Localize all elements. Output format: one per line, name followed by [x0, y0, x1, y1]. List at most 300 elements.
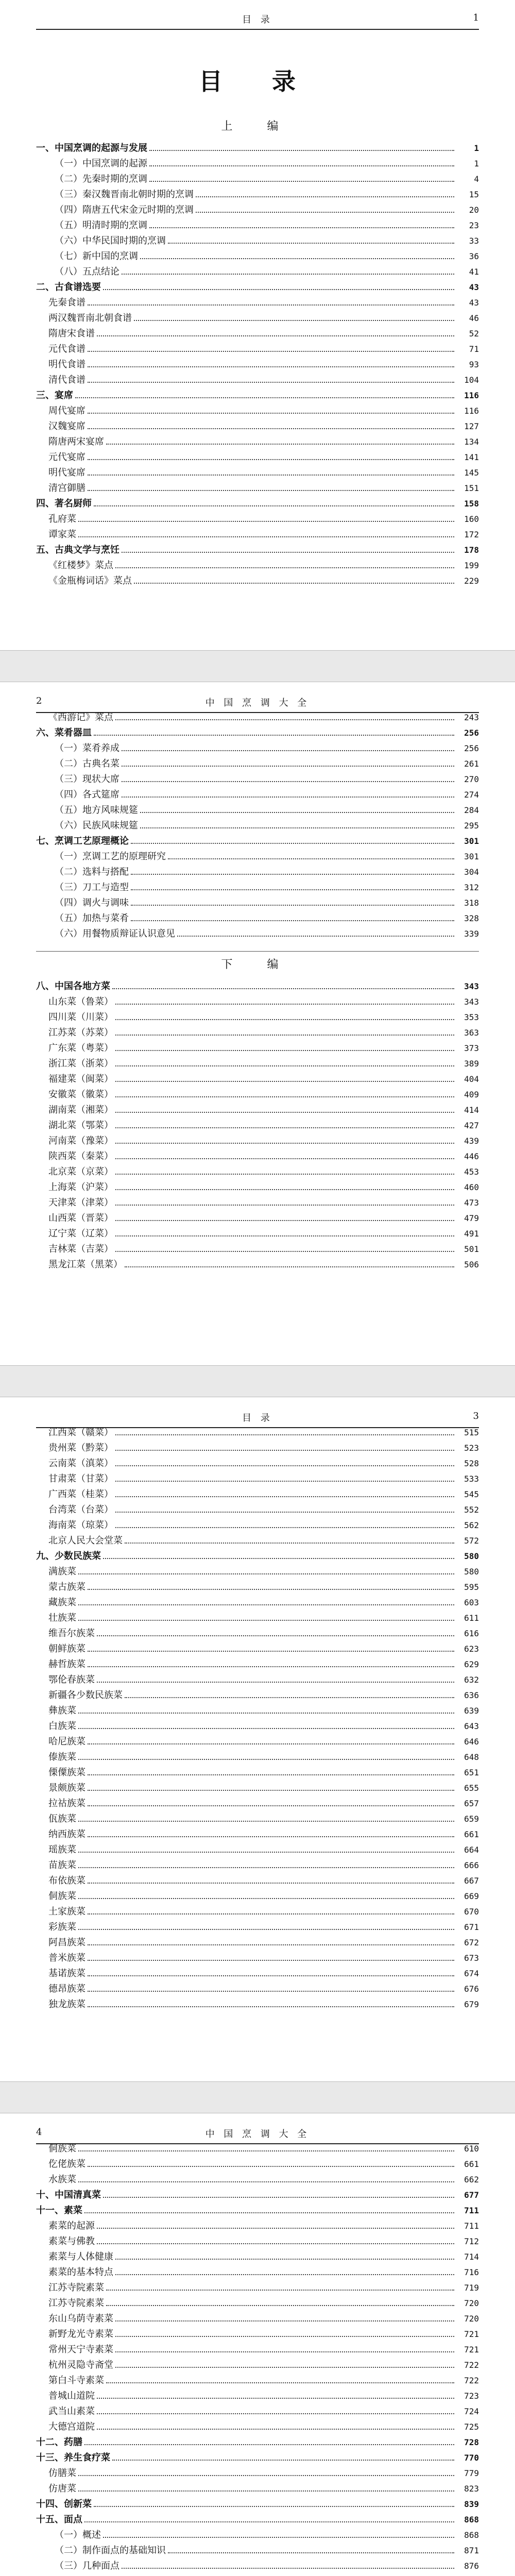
dot-leader — [97, 2234, 454, 2244]
toc-entry-title: 明代宴席 — [48, 467, 85, 478]
toc-entry-title: 普城山道院 — [48, 2391, 95, 2401]
toc-entry-title: 素菜与人体健康 — [48, 2251, 113, 2262]
toc-entry-page: 672 — [464, 1938, 479, 1947]
toc-entry-title: 二、古食谱选要 — [36, 282, 101, 293]
header-page-number: 4 — [36, 2127, 42, 2138]
toc-entry — [36, 1611, 479, 1626]
dot-leader — [140, 803, 454, 813]
dot-leader — [115, 994, 454, 1005]
toc-entry-page: 876 — [464, 2561, 479, 2571]
dot-leader — [75, 388, 454, 398]
toc-list — [36, 710, 479, 942]
dot-leader — [112, 979, 454, 989]
dot-leader — [97, 2218, 454, 2229]
toc-entry — [36, 1164, 479, 1180]
running-header — [36, 1408, 479, 1425]
toc-entry — [36, 187, 479, 202]
toc-entry — [36, 1041, 479, 1056]
toc-entry-page: 664 — [464, 1845, 479, 1855]
dot-leader — [115, 1211, 454, 1221]
toc-entry-title: （四）隋唐五代宋金元时期的烹调 — [55, 205, 194, 215]
dot-leader — [196, 202, 454, 213]
toc-entry-page: 562 — [464, 1520, 479, 1530]
toc-entry — [36, 1595, 479, 1611]
dot-leader — [115, 1149, 454, 1159]
dot-leader — [115, 558, 454, 568]
toc-entry-page: 714 — [464, 2252, 479, 2262]
toc-entry — [36, 372, 479, 388]
toc-entry-title: 天津菜（津菜） — [48, 1197, 113, 1208]
dot-leader — [131, 895, 454, 906]
toc-entry-page: 1 — [474, 159, 479, 168]
dot-leader — [97, 2419, 454, 2430]
toc-entry-page: 595 — [464, 1582, 479, 1592]
toc-entry — [36, 1195, 479, 1211]
dot-leader — [88, 2157, 454, 2167]
dot-leader — [122, 756, 454, 767]
dot-leader — [78, 527, 454, 537]
toc-entry — [36, 2296, 479, 2311]
toc-entry-page: 679 — [464, 1999, 479, 2009]
dot-leader — [131, 834, 454, 844]
toc-entry-title: 十二、药膳 — [36, 2437, 82, 2448]
toc-entry — [36, 710, 479, 725]
toc-entry-page: 404 — [464, 1074, 479, 1084]
dot-leader — [88, 481, 454, 491]
toc-entry-page — [456, 2574, 479, 2576]
toc-entry-page: 363 — [464, 1028, 479, 1038]
toc-entry-page: 256 — [464, 728, 479, 738]
toc-entry — [36, 1626, 479, 1641]
section-label-part-2: 下 编 — [36, 951, 479, 972]
toc-entry-title: 朝鲜族菜 — [48, 1643, 85, 1654]
toc-entry-page: 145 — [464, 468, 479, 478]
dot-leader — [115, 2265, 454, 2275]
dot-leader — [115, 1502, 454, 1513]
dot-leader — [88, 372, 454, 383]
toc-entry — [36, 2404, 479, 2419]
toc-entry-title: （五）地方风味规筵 — [55, 805, 138, 816]
toc-entry-page: 723 — [464, 2391, 479, 2401]
toc-entry — [36, 880, 479, 895]
toc-entry-title: 海南菜（琼菜） — [48, 1520, 113, 1531]
dot-leader — [115, 1056, 454, 1066]
toc-entry-title: （六）中华民国时期的烹调 — [55, 235, 166, 246]
toc-entry — [36, 2280, 479, 2296]
toc-entry-title: 湖南菜（湘菜） — [48, 1105, 113, 1115]
dot-leader — [97, 1626, 454, 1636]
toc-entry-page: 23 — [469, 221, 479, 230]
toc-entry-title: 北京菜（京菜） — [48, 1166, 113, 1177]
toc-entry — [36, 1997, 479, 2012]
toc-entry-title: （三）几种面点 — [55, 2561, 119, 2571]
dot-leader — [78, 1920, 454, 1930]
toc-entry-page: 610 — [464, 2144, 479, 2154]
dot-leader — [122, 787, 454, 798]
toc-entry — [36, 787, 479, 803]
toc-entry-title: 两汉魏晋南北朝食谱 — [48, 313, 132, 324]
dot-leader — [78, 1750, 454, 1760]
toc-entry-page: 611 — [464, 1613, 479, 1623]
dot-leader — [115, 1242, 454, 1252]
toc-entry-page: 580 — [464, 1567, 479, 1577]
dot-leader — [88, 1951, 454, 1961]
dot-leader — [125, 1257, 454, 1267]
dot-leader — [125, 1688, 454, 1698]
toc-entry — [36, 2419, 479, 2435]
toc-entry — [36, 573, 479, 589]
dot-leader — [84, 2203, 454, 2213]
page-gap — [0, 650, 515, 682]
dot-leader — [88, 1827, 454, 1837]
toc-entry — [36, 1580, 479, 1595]
toc-entry-page: 661 — [464, 2159, 479, 2169]
toc-entry-page: 270 — [464, 774, 479, 784]
dot-leader — [94, 725, 454, 736]
toc-entry — [36, 1471, 479, 1487]
toc-entry-title: 大德宫道院 — [48, 2421, 95, 2432]
toc-entry-title: 苗族菜 — [48, 1860, 76, 1871]
toc-entry — [36, 725, 479, 741]
toc-entry-title: 周代宴席 — [48, 405, 85, 416]
toc-entry-title: 九、少数民族菜 — [36, 1551, 101, 1562]
toc-entry-title: 吉林菜（吉菜） — [48, 1244, 113, 1255]
toc-entry-page: 453 — [464, 1167, 479, 1177]
dot-leader — [78, 1889, 454, 1899]
dot-leader — [88, 1997, 454, 2007]
toc-entry-page: 721 — [464, 2329, 479, 2339]
toc-entry-title: 上海菜（沪菜） — [48, 1182, 113, 1193]
toc-entry-title: 陕西菜（秦菜） — [48, 1151, 113, 1162]
toc-entry-title: 仿唐菜 — [48, 2483, 76, 2494]
toc-entry-page: 721 — [464, 2345, 479, 2354]
toc-entry — [36, 481, 479, 496]
toc-entry-title: 景颇族菜 — [48, 1783, 85, 1793]
toc-entry — [36, 218, 479, 233]
toc-entry — [36, 2218, 479, 2234]
toc-entry-page: 651 — [464, 1768, 479, 1777]
toc-entry-title: 壮族菜 — [48, 1613, 76, 1623]
toc-list — [36, 1425, 479, 2012]
toc-entry-page: 141 — [464, 452, 479, 462]
dot-leader — [88, 1796, 454, 1806]
toc-entry-title: 基诺族菜 — [48, 1968, 85, 1979]
toc-entry-page: 301 — [464, 852, 479, 861]
toc-entry — [36, 1688, 479, 1703]
toc-entry-page: 71 — [469, 344, 479, 354]
toc-entry-page: 229 — [464, 576, 479, 586]
dot-leader — [115, 2249, 454, 2260]
dot-leader — [88, 295, 454, 306]
toc-entry — [36, 280, 479, 295]
dot-leader — [131, 865, 454, 875]
toc-entry — [36, 1425, 479, 1440]
toc-entry — [36, 1549, 479, 1564]
toc-entry — [36, 249, 479, 264]
toc-entry-title: （五）加热与菜肴 — [55, 913, 129, 924]
toc-entry-page: 673 — [464, 1953, 479, 1963]
dot-leader — [115, 1133, 454, 1144]
dot-leader — [149, 218, 454, 228]
dot-leader — [97, 1672, 454, 1683]
toc-entry-title: 湖北菜（鄂菜） — [48, 1120, 113, 1131]
toc-entry-page: 409 — [464, 1090, 479, 1099]
toc-entry — [36, 1456, 479, 1471]
toc-entry-title: 十、中国清真菜 — [36, 2190, 101, 2200]
toc-entry-page: 728 — [464, 2437, 479, 2447]
toc-entry-title: 清宫御膳 — [48, 483, 85, 494]
dot-leader — [78, 1719, 454, 1729]
dot-leader — [78, 512, 454, 522]
dot-leader — [88, 342, 454, 352]
toc-entry — [36, 741, 479, 756]
toc-entry-title: 隋唐两宋宴席 — [48, 436, 104, 447]
toc-entry-page: 301 — [464, 836, 479, 846]
toc-list-part-2 — [36, 979, 479, 1273]
dot-leader — [78, 1595, 454, 1605]
toc-entry — [36, 2574, 479, 2576]
running-header — [36, 2124, 479, 2141]
dot-leader — [115, 1180, 454, 1190]
toc-entry — [36, 1257, 479, 1273]
toc-entry-page: 295 — [464, 821, 479, 831]
toc-entry-page: 389 — [464, 1059, 479, 1069]
toc-entry-page: 648 — [464, 1752, 479, 1762]
toc-entry-title: 常州天宁寺素菜 — [48, 2344, 113, 2355]
dot-leader — [125, 1533, 454, 1544]
dot-leader — [88, 1781, 454, 1791]
toc-entry — [36, 2342, 479, 2358]
toc-entry-page: 871 — [464, 2546, 479, 2555]
toc-entry-title: 山东菜（鲁菜） — [48, 996, 113, 1007]
toc-entry-page: 722 — [464, 2360, 479, 2370]
toc-entry — [36, 911, 479, 926]
toc-entry — [36, 2234, 479, 2249]
dot-leader — [78, 2141, 454, 2151]
toc-entry-title: 新野龙光寺素菜 — [48, 2329, 113, 2340]
toc-entry-page: 104 — [464, 375, 479, 385]
dot-leader — [88, 465, 454, 476]
toc-entry — [36, 1502, 479, 1518]
toc-entry-title: 侗族菜 — [48, 2143, 76, 2154]
dot-leader — [78, 1842, 454, 1853]
toc-entry — [36, 1518, 479, 1533]
toc-entry — [36, 1025, 479, 1041]
toc-list — [36, 141, 479, 589]
toc-entry-title: 辽宁菜（辽菜） — [48, 1228, 113, 1239]
dot-leader — [88, 1904, 454, 1914]
dot-leader — [122, 543, 454, 553]
toc-entry-title: 五、古典文学与烹饪 — [36, 545, 119, 555]
toc-entry — [36, 2450, 479, 2466]
toc-entry-page: 670 — [464, 1907, 479, 1917]
section-label-part-1: 上 编 — [221, 120, 294, 133]
dot-leader — [115, 1025, 454, 1036]
toc-entry-page: 724 — [464, 2406, 479, 2416]
dot-leader — [88, 403, 454, 414]
toc-entry-title: 四、著名厨师 — [36, 498, 92, 509]
dot-leader — [97, 326, 454, 336]
toc-entry-title: 《西游记》菜点 — [48, 712, 113, 723]
running-header — [36, 692, 479, 710]
toc-entry — [36, 1873, 479, 1889]
toc-entry-title: （八）五点结论 — [55, 266, 119, 277]
toc-entry-page: 479 — [464, 1213, 479, 1223]
running-header — [36, 9, 479, 27]
header-page-number: 2 — [36, 696, 42, 706]
toc-entry — [36, 1641, 479, 1657]
dot-leader — [103, 2574, 454, 2576]
dot-leader — [84, 2435, 454, 2445]
toc-entry-title: 傈僳族菜 — [48, 1767, 85, 1778]
toc-entry — [36, 818, 479, 834]
toc-entry-title — [36, 2574, 101, 2576]
toc-entry — [36, 1719, 479, 1734]
dot-leader — [115, 1087, 454, 1097]
toc-entry-page: 312 — [464, 883, 479, 892]
toc-entry — [36, 2528, 479, 2543]
dot-leader — [115, 710, 454, 720]
toc-entry-page: 304 — [464, 867, 479, 877]
dot-leader — [97, 2388, 454, 2399]
dot-leader — [88, 419, 454, 429]
dot-leader — [78, 1611, 454, 1621]
toc-entry — [36, 2435, 479, 2450]
toc-entry — [36, 264, 479, 280]
toc-entry-page: 661 — [464, 1829, 479, 1839]
dot-leader — [168, 2543, 454, 2553]
toc-entry-title: （二）制作面点的基础知识 — [55, 2545, 166, 2556]
toc-entry-title: 先秦食谱 — [48, 297, 85, 308]
dot-leader — [115, 2342, 454, 2352]
dot-leader — [115, 1226, 454, 1236]
toc-entry-page: 868 — [464, 2515, 479, 2524]
toc-entry — [36, 1858, 479, 1873]
toc-entry — [36, 772, 479, 787]
toc-entry — [36, 1087, 479, 1103]
toc-entry-page: 33 — [469, 236, 479, 246]
toc-entry-title: （四）调火与调味 — [55, 897, 129, 908]
toc-entry-title: （一）概述 — [55, 2530, 101, 2540]
toc-entry-page: 116 — [464, 406, 479, 416]
toc-entry-page: 36 — [469, 251, 479, 261]
toc-entry-title: 傣族菜 — [48, 1752, 76, 1762]
toc-entry-title: 蒙古族菜 — [48, 1582, 85, 1592]
toc-entry-page: 671 — [464, 1922, 479, 1932]
toc-entry-title: 维吾尔族菜 — [48, 1628, 95, 1639]
dot-leader — [88, 1966, 454, 1976]
toc-entry-page: 199 — [464, 561, 479, 570]
toc-title: 目 录 — [198, 67, 316, 95]
toc-entry-page: 616 — [464, 1629, 479, 1638]
toc-entry — [36, 543, 479, 558]
dot-leader — [115, 1518, 454, 1528]
dot-leader — [115, 1010, 454, 1020]
dot-leader — [177, 926, 454, 937]
toc-entry-page: 603 — [464, 1598, 479, 1607]
dot-leader — [115, 1487, 454, 1497]
toc-entry-page: 439 — [464, 1136, 479, 1146]
toc-entry — [36, 1904, 479, 1920]
toc-entry — [36, 2512, 479, 2528]
dot-leader — [122, 772, 454, 782]
toc-entry-page: 46 — [469, 313, 479, 323]
toc-entry-page: 43 — [469, 298, 479, 308]
toc-entry — [36, 388, 479, 403]
dot-leader — [115, 2311, 454, 2321]
toc-entry-title: 素菜的基本特点 — [48, 2267, 113, 2278]
dot-leader — [94, 2497, 454, 2507]
header-book-title: 中 国 烹 调 大 全 — [205, 2129, 310, 2140]
toc-entry — [36, 1657, 479, 1672]
toc-entry-title: 元代食谱 — [48, 344, 85, 354]
dot-leader — [88, 1657, 454, 1667]
toc-entry — [36, 1056, 479, 1072]
toc-entry-page: 20 — [469, 205, 479, 215]
toc-entry — [36, 1211, 479, 1226]
toc-entry-title: （三）现状大席 — [55, 774, 119, 785]
toc-entry-page: 636 — [464, 1690, 479, 1700]
toc-entry-title: （二）古典名菜 — [55, 758, 119, 769]
toc-entry-title: 孔府菜 — [48, 514, 76, 524]
toc-entry — [36, 465, 479, 481]
toc-entry-page: 318 — [464, 898, 479, 908]
toc-page-3 — [36, 1411, 479, 2012]
toc-entry — [36, 558, 479, 573]
toc-entry-page: 720 — [464, 2298, 479, 2308]
dot-leader — [115, 1072, 454, 1082]
toc-entry-title: 河南菜（豫菜） — [48, 1136, 113, 1146]
toc-entry-page: 712 — [464, 2236, 479, 2246]
dot-leader — [122, 264, 454, 275]
toc-entry-title: 素菜与佛教 — [48, 2236, 95, 2247]
dot-leader — [115, 1425, 454, 1435]
toc-entry-title: 八、中国各地方菜 — [36, 981, 110, 992]
toc-entry-page: 676 — [464, 1984, 479, 1994]
toc-entry-page: 623 — [464, 1644, 479, 1654]
toc-entry — [36, 419, 479, 434]
toc-entry — [36, 1487, 479, 1502]
toc-entry-title: （一）菜肴养成 — [55, 743, 119, 754]
toc-entry-title: 台湾菜（台菜） — [48, 1504, 113, 1515]
toc-entry-page: 655 — [464, 1783, 479, 1793]
toc-entry-page: 243 — [464, 713, 479, 722]
dot-leader — [140, 818, 454, 828]
toc-entry — [36, 1811, 479, 1827]
toc-entry-page: 580 — [464, 1551, 479, 1561]
toc-entry — [36, 1796, 479, 1811]
toc-entry-title: 江西菜（赣菜） — [48, 1427, 113, 1438]
toc-entry-page: 552 — [464, 1505, 479, 1515]
toc-entry-title: 鄂伦春族菜 — [48, 1674, 95, 1685]
dot-leader — [115, 1041, 454, 1051]
toc-entry-title: 拉祜族菜 — [48, 1798, 85, 1809]
toc-entry-title: 第白斗寺素菜 — [48, 2375, 104, 2386]
toc-entry-title: 汉魏宴席 — [48, 421, 85, 432]
toc-entry-title: 彩族菜 — [48, 1922, 76, 1933]
dot-leader — [88, 1765, 454, 1775]
dot-leader — [196, 187, 454, 197]
toc-entry — [36, 1564, 479, 1580]
toc-entry-title: 江苏菜（苏菜） — [48, 1027, 113, 1038]
toc-entry-title: 藏族菜 — [48, 1597, 76, 1608]
toc-entry-title: （四）各式筵席 — [55, 789, 119, 800]
toc-entry-title: 十五、面点 — [36, 2514, 82, 2525]
toc-entry — [36, 849, 479, 865]
toc-entry-page: 545 — [464, 1489, 479, 1499]
toc-entry-page: 328 — [464, 913, 479, 923]
dot-leader — [97, 2404, 454, 2414]
